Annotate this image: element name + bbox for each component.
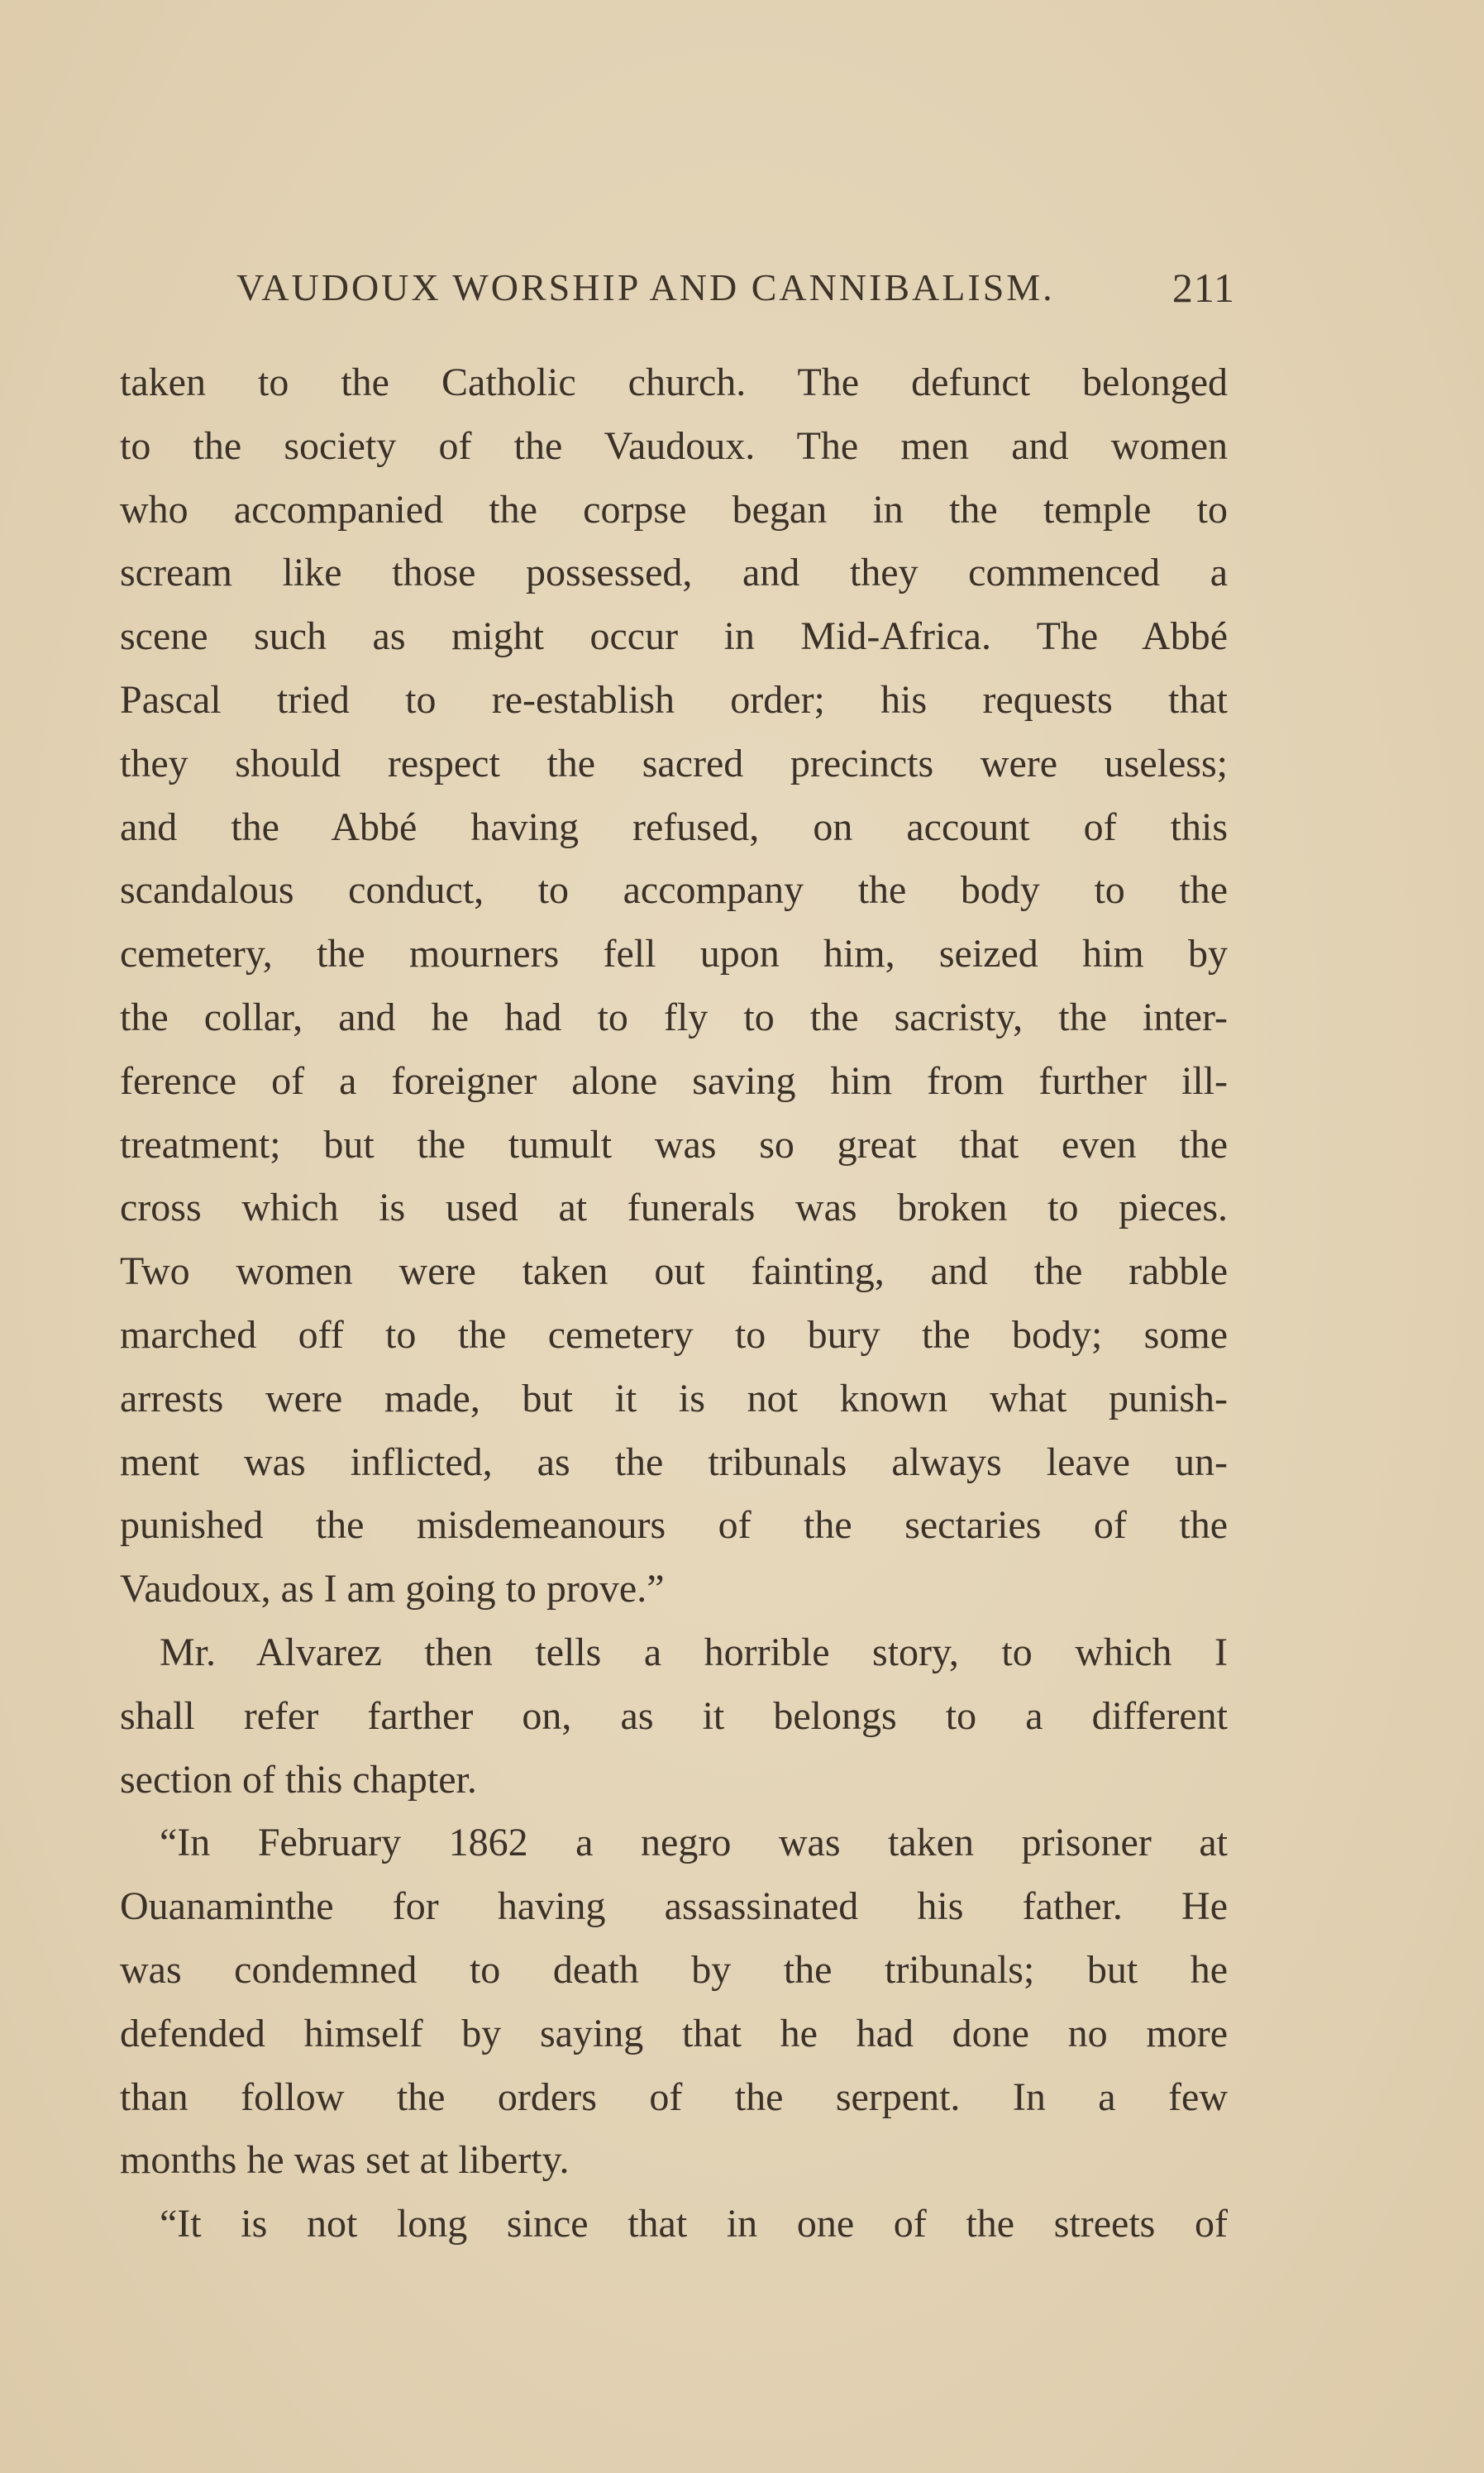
text-line: taken to the Catholic church. The defunct belonged <box>120 360 1228 404</box>
running-head-title: VAUDOUX WORSHIP AND CANNIBALISM. <box>236 266 1055 308</box>
text-line: arrests were made, but it is not known what punish- <box>120 1376 1228 1420</box>
text-line: than follow the orders of the serpent. In a few <box>120 2074 1228 2119</box>
text-line: who accompanied the corpse began in the temple to <box>120 487 1228 532</box>
text-line: Vaudoux, as I am going to prove.” <box>120 1567 665 1611</box>
text-line: scandalous conduct, to accompany the body to the <box>120 868 1228 913</box>
page-number: 211 <box>1171 265 1235 311</box>
text-line: cemetery, the mourners fell upon him, seized him by <box>120 932 1228 976</box>
text-line: treatment; but the tumult was so great that even the <box>120 1122 1228 1167</box>
text-line: cross which is used at funerals was broken to pieces. <box>120 1186 1228 1230</box>
text-line: shall refer farther on, as it belongs to a different <box>120 1693 1228 1738</box>
text-line: to the society of the Vaudoux. The men and women <box>120 423 1228 468</box>
text-line: Mr. Alvarez then tells a horrible story, to which I <box>160 1630 1228 1674</box>
body-text <box>120 351 1228 2256</box>
text-line: scene such as might occur in Mid-Africa. The Abbé <box>120 614 1228 659</box>
text-line: scream like those possessed, and they commenced a <box>120 551 1228 595</box>
text-line: Ouanaminthe for having assassinated his father. He <box>120 1884 1228 1929</box>
running-head <box>236 263 1235 313</box>
text-line: ment was inflicted, as the tribunals always leave un- <box>120 1439 1228 1484</box>
text-line: they should respect the sacred precincts were useless; <box>120 741 1228 785</box>
text-line: was condemned to death by the tribunals; but he <box>120 1947 1228 1992</box>
text-line: marched off to the cemetery to bury the body; some <box>120 1312 1228 1357</box>
text-line: the collar, and he had to fly to the sacristy, the inter- <box>120 995 1228 1039</box>
text-line: Pascal tried to re-establish order; his requests that <box>120 677 1228 722</box>
text-line: months he was set at liberty. <box>120 2138 570 2183</box>
text-line: Two women were taken out fainting, and the rabble <box>120 1249 1228 1294</box>
text-line: ference of a foreigner alone saving him from further ill- <box>120 1058 1228 1103</box>
text-line: section of this chapter. <box>120 1757 477 1802</box>
text-line: defended himself by saying that he had done no more <box>120 2011 1228 2055</box>
text-line: punished the misdemeanours of the sectaries of the <box>120 1503 1228 1548</box>
text-line: “It is not long since that in one of the streets of <box>160 2202 1228 2246</box>
text-line: “In February 1862 a negro was taken prisoner at <box>160 1821 1228 1865</box>
text-line: and the Abbé having refused, on account of this <box>120 804 1228 849</box>
